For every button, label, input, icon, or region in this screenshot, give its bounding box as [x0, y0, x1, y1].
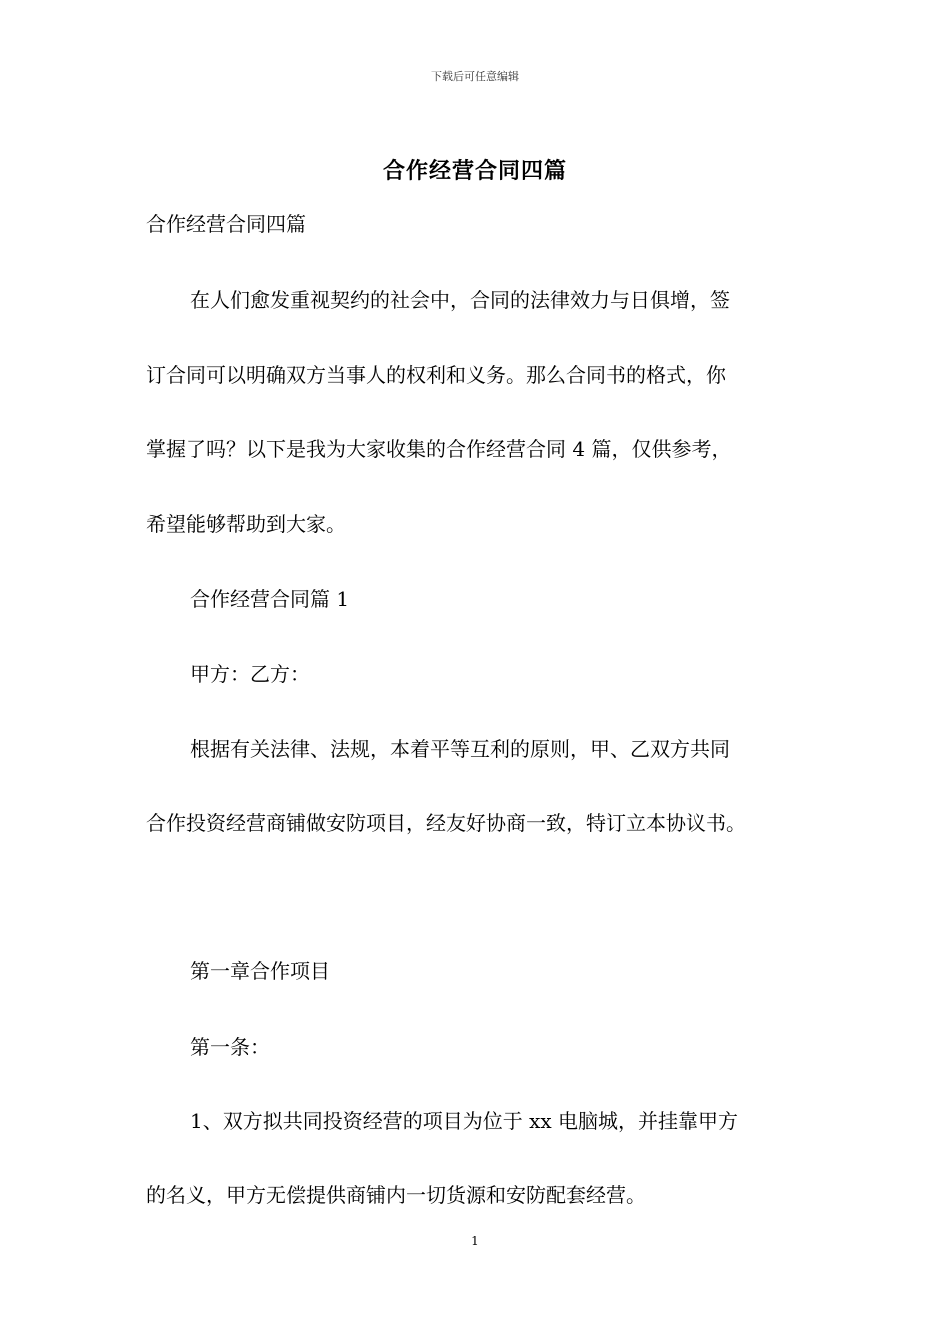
purpose-line: 合作投资经营商铺做安防项目，经友好协商一致，特订立本协议书。 [146, 811, 746, 835]
intro-line: 在人们愈发重视契约的社会中，合同的法律效力与日俱增，签 [190, 288, 730, 312]
intro-line: 掌握了吗？以下是我为大家收集的合作经营合同 4 篇，仅供参考， [146, 437, 732, 461]
body-subtitle: 合作经营合同四篇 [146, 212, 306, 236]
intro-line: 订合同可以明确双方当事人的权利和义务。那么合同书的格式，你 [146, 363, 726, 387]
purpose-line: 根据有关法律、法规，本着平等互利的原则，甲、乙双方共同 [190, 737, 730, 761]
page-number: 1 [471, 1234, 479, 1248]
article-line: 1、双方拟共同投资经营的项目为位于 xx 电脑城，并挂靠甲方 [190, 1109, 738, 1133]
document-title: 合作经营合同四篇 [382, 158, 567, 184]
section-heading: 合作经营合同篇 1 [190, 587, 350, 611]
header-note: 下载后可任意编辑 [431, 70, 519, 83]
article-line: 的名义，甲方无偿提供商铺内一切货源和安防配套经营。 [146, 1183, 646, 1207]
article-heading: 第一条： [190, 1035, 270, 1059]
chapter-heading: 第一章合作项目 [190, 959, 330, 983]
parties-line: 甲方：乙方： [190, 662, 310, 686]
intro-line: 希望能够帮助到大家。 [146, 512, 346, 536]
